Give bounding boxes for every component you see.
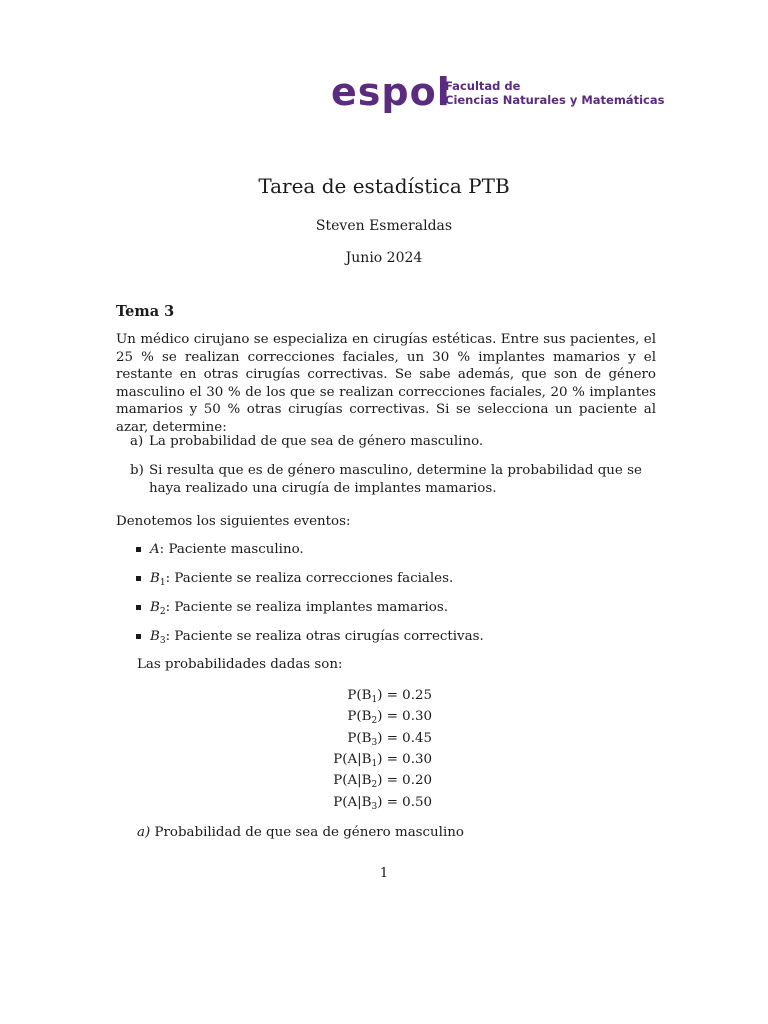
eq-rhs: ) = 0.30 — [377, 709, 432, 724]
event-symbol: A — [150, 542, 160, 557]
logo-wordmark: espol — [331, 70, 451, 114]
eq-sub: 1 — [371, 695, 378, 705]
probabilities-intro: Las probabilidades dadas son: — [137, 657, 343, 672]
equation — [300, 709, 432, 724]
question-text: Si resulta que es de género masculino, determine la probabilidad que se haya realizado una cirugía de implantes mamarios. — [149, 463, 642, 496]
faculty-line-2: Ciencias Naturales y Matemáticas — [445, 93, 665, 107]
eq-sub: 3 — [371, 738, 378, 748]
equation — [300, 731, 432, 746]
eq-rhs: ) = 0.30 — [377, 752, 432, 767]
event-text: : Paciente se realiza correcciones faciales. — [165, 571, 454, 586]
eq-lhs: P(A|B — [333, 773, 372, 788]
espol-logo — [331, 72, 451, 116]
event-symbol: B — [150, 600, 160, 615]
eq-rhs: ) = 0.45 — [377, 731, 432, 746]
equation — [300, 688, 432, 703]
eq-lhs: P(B — [347, 731, 372, 746]
subsection-heading — [137, 825, 464, 840]
document-date: Junio 2024 — [345, 250, 423, 266]
event-text: : Paciente masculino. — [159, 542, 304, 557]
event-subscript: 1 — [159, 578, 166, 588]
eq-rhs: ) = 0.20 — [377, 773, 432, 788]
faculty-name — [445, 79, 664, 107]
question-text: La probabilidad de que sea de género masculino. — [149, 434, 484, 449]
equation — [300, 795, 432, 810]
bullet-square-icon — [136, 634, 141, 639]
question-label: a) — [130, 434, 144, 449]
event-subscript: 2 — [159, 607, 166, 617]
document-author: Steven Esmeraldas — [315, 218, 453, 234]
bullet-square-icon — [136, 547, 141, 552]
eq-lhs: P(B — [347, 688, 372, 703]
event-symbol: B — [150, 629, 160, 644]
eq-sub: 3 — [371, 802, 378, 812]
event-text: : Paciente se realiza implantes mamarios. — [165, 600, 448, 615]
equation — [300, 773, 432, 788]
eq-rhs: ) = 0.50 — [377, 795, 432, 810]
faculty-line-1: Facultad de — [445, 79, 521, 93]
document-title: Tarea de estadística PTB — [258, 174, 510, 198]
bullet-square-icon — [136, 605, 141, 610]
eq-sub: 2 — [371, 780, 378, 790]
event-text: : Paciente se realiza otras cirugías correctivas. — [165, 629, 484, 644]
problem-statement: Un médico cirujano se especializa en cirugías estéticas. Entre sus pacientes, el 25 % se realizan correcciones faciales, un 30 % implantes mamarios y el restante en otras cirugías correctivas. Se sabe además, que son de género masculino el 30 % de los que se realizan correcciones faciales, 20 % implantes mamarios y 50 % otras cirugías correctivas. Si se selecciona un paciente al azar, determine: — [116, 332, 656, 435]
eq-lhs: P(A|B — [333, 752, 372, 767]
section-heading: Tema 3 — [116, 303, 175, 320]
bullet-square-icon — [136, 576, 141, 581]
subsection-label: a) — [137, 825, 151, 840]
eq-rhs: ) = 0.25 — [377, 688, 432, 703]
eq-lhs: P(A|B — [333, 795, 372, 810]
events-intro: Denotemos los siguientes eventos: — [116, 514, 351, 529]
eq-lhs: P(B — [347, 709, 372, 724]
subsection-text: Probabilidad de que sea de género masculino — [150, 825, 464, 840]
question-label: b) — [130, 463, 144, 478]
page-number: 1 — [379, 866, 389, 881]
eq-sub: 2 — [371, 716, 378, 726]
event-symbol: B — [150, 571, 160, 586]
eq-sub: 1 — [371, 759, 378, 769]
event-subscript: 3 — [159, 636, 166, 646]
equation — [300, 752, 432, 767]
